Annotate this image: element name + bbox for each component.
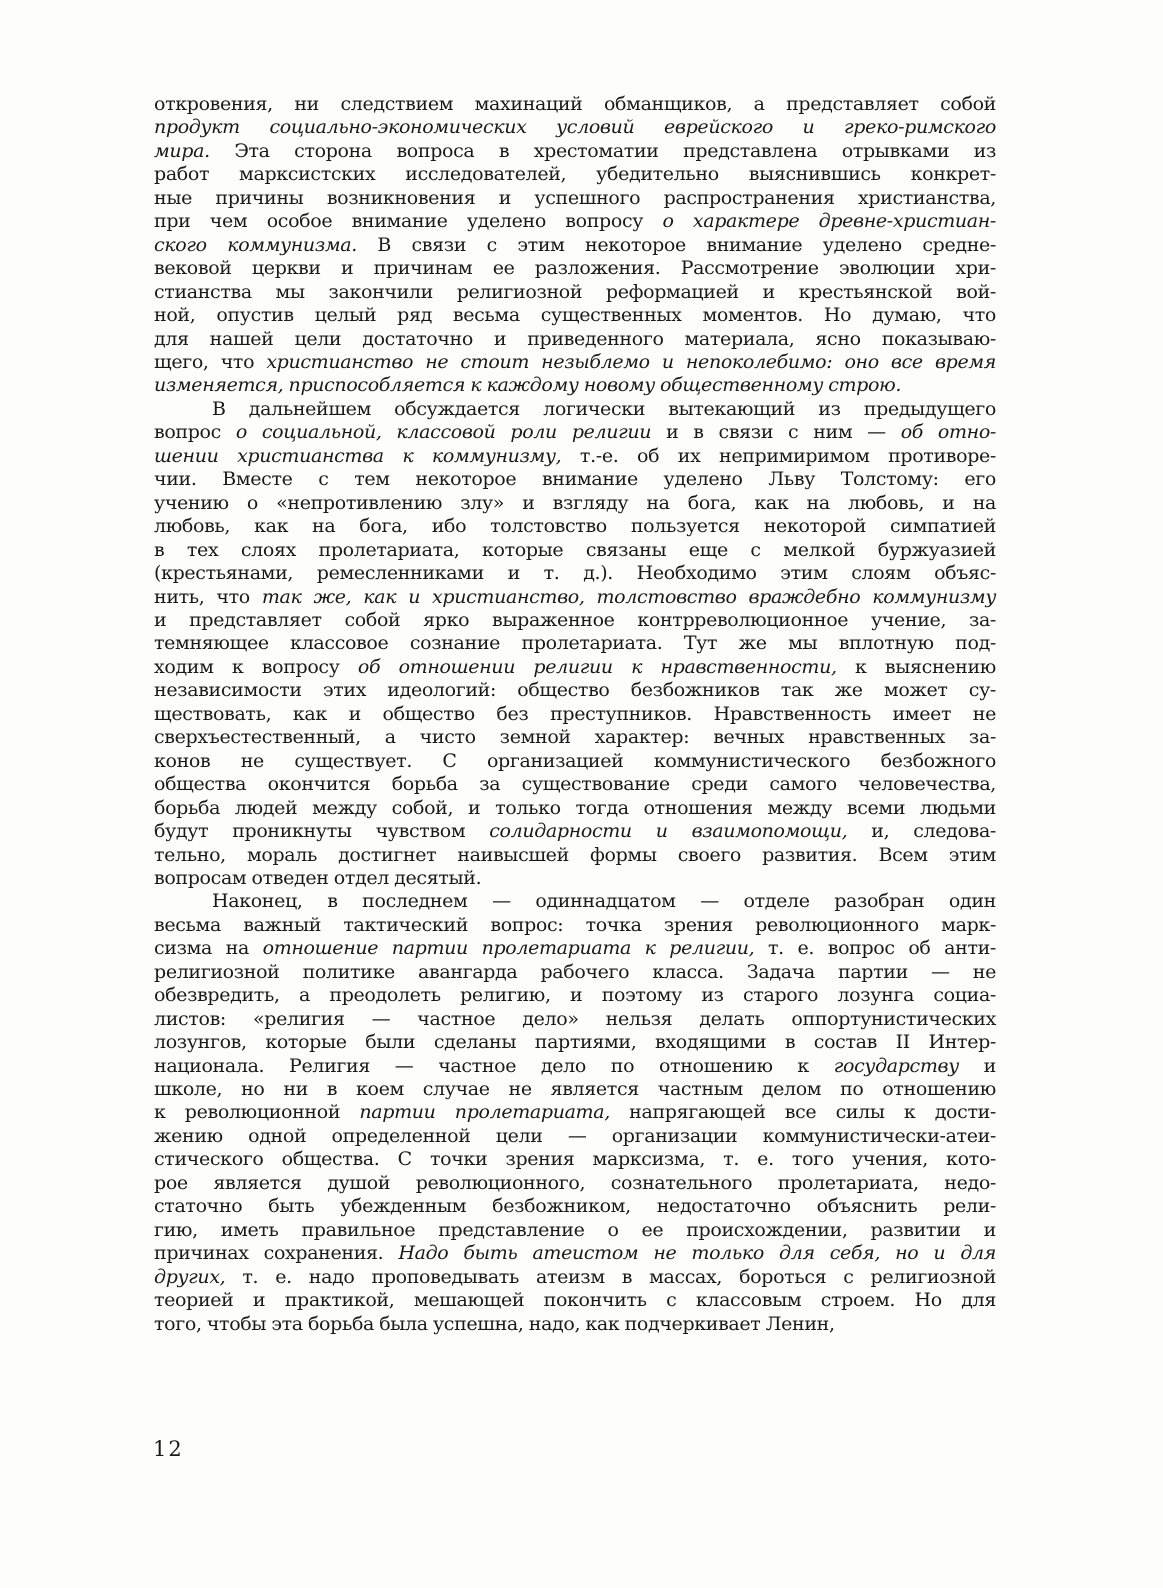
- emphasis-text: изменяется, приспособляется к каждому новому общественному строю.: [154, 374, 902, 397]
- text-run: стианства мы закончили религиозной реформацией и крестьянской вой-: [154, 280, 996, 303]
- text-run: религиозной политике авангарда рабочего класса. Задача партии — не: [154, 960, 996, 983]
- text-line: [154, 1313, 996, 1336]
- body-text: [154, 93, 996, 1336]
- emphasis-text: партии пролетариата,: [359, 1101, 610, 1124]
- text-line: [154, 1125, 996, 1148]
- text-run: сизма на: [154, 937, 263, 960]
- text-line: [154, 1055, 996, 1078]
- text-line: [154, 163, 996, 186]
- text-run: и в связи с ним —: [651, 421, 901, 444]
- emphasis-text: продукт социально-экономических условий еврейского и греко-римского: [154, 116, 996, 139]
- text-line: [154, 1031, 996, 1054]
- text-line: [154, 984, 996, 1007]
- text-line: [154, 515, 996, 538]
- text-line: [154, 656, 996, 679]
- text-line: [154, 1219, 996, 1242]
- text-line: [154, 421, 996, 444]
- text-line: [154, 351, 996, 374]
- text-line: [154, 703, 996, 726]
- text-line: [154, 797, 996, 820]
- emphasis-text: ского коммунизма.: [154, 233, 357, 256]
- text-run: сверхъестественный, а чисто земной характер: вечных нравственных за-: [154, 726, 996, 749]
- text-line: [154, 679, 996, 702]
- text-line: [154, 539, 996, 562]
- text-run: весьма важный тактический вопрос: точка зрения революционного марк-: [154, 913, 996, 936]
- text-run: к выяснению: [836, 655, 996, 678]
- text-run: будут проникнуты чувством: [154, 820, 490, 843]
- text-run: нить, что: [154, 585, 262, 608]
- text-run: Наконец, в последнем — одиннадцатом — отделе разобран один: [212, 890, 996, 913]
- text-line: [154, 890, 996, 913]
- text-run: обезвредить, а преодолеть религию, и поэтому из старого лозунга социа-: [154, 984, 996, 1007]
- emphasis-text: о социальной, классовой роли религии: [235, 421, 652, 444]
- text-line: [154, 445, 996, 468]
- text-run: т. е. вопрос об анти-: [754, 937, 996, 960]
- text-line: [154, 844, 996, 867]
- text-run: ществовать, как и общество без преступников. Нравственность имеет не: [154, 702, 996, 725]
- text-line: [154, 609, 996, 632]
- emphasis-text: солидарности и взаимопомощи,: [489, 820, 848, 843]
- text-run: рое является душой революционного, сознательного пролетариата, недо-: [154, 1171, 996, 1194]
- text-run: стического общества. С точки зрения марксизма, т. е. того учения, кото-: [154, 1148, 996, 1171]
- text-line: [154, 1242, 996, 1265]
- text-line: [154, 398, 996, 421]
- text-run: и: [958, 1054, 996, 1077]
- text-line: [154, 726, 996, 749]
- text-run: т.-е. об их непримиримом противоре-: [561, 444, 996, 467]
- text-line: [154, 257, 996, 280]
- text-run: к революционной: [154, 1101, 360, 1124]
- text-run: вопросам отведен отдел десятый.: [154, 866, 482, 889]
- text-line: [154, 750, 996, 773]
- text-line: [154, 820, 996, 843]
- text-line: [154, 1289, 996, 1312]
- text-line: [154, 140, 996, 163]
- text-run: и представляет собой ярко выраженное контрреволюционное учение, за-: [154, 608, 996, 631]
- text-run: т. е. надо проповедывать атеизм в массах, бороться с религиозной: [225, 1265, 996, 1288]
- text-run: темняющее классовое сознание пролетариата. Тут же мы вплотную под-: [154, 632, 996, 655]
- text-run: откровения, ни следствием махинаций обманщиков, а представляет собой: [154, 93, 996, 115]
- text-run: и, следова-: [847, 820, 996, 843]
- text-run: чии. Вместе с тем некоторое внимание уделено Льву Толстому: его: [154, 468, 996, 491]
- paragraph: [154, 890, 996, 1336]
- emphasis-text: шении христианства к коммунизму,: [154, 444, 562, 467]
- text-run: теорией и практикой, мешающей покончить с классовым строем. Но для: [154, 1289, 996, 1312]
- text-line: [154, 773, 996, 796]
- text-run: любовь, как на бога, ибо толстовство пользуется некоторой симпатией: [154, 515, 996, 538]
- text-line: [154, 187, 996, 210]
- text-line: [154, 328, 996, 351]
- text-line: [154, 281, 996, 304]
- emphasis-text: отношение партии пролетариата к религии,: [262, 937, 755, 960]
- text-run: жению одной определенной цели — организации коммунистически-атеи-: [154, 1124, 996, 1147]
- emphasis-text: христианство не стоит незыблемо и непоколебимо: оно все время: [266, 350, 996, 373]
- emphasis-text: других,: [154, 1265, 226, 1288]
- text-line: [154, 1101, 996, 1124]
- text-line: [154, 116, 996, 139]
- text-run: Эта сторона вопроса в хрестоматии представлена отрывками из: [209, 139, 996, 162]
- text-run: тельно, мораль достигнет наивысшей формы своего развития. Всем этим: [154, 843, 996, 866]
- emphasis-text: мира.: [154, 139, 210, 162]
- text-run: учению о «непротивлению злу» и взгляду на бога, как на любовь, и на: [154, 491, 996, 514]
- emphasis-text: о характере древне-христиан-: [662, 210, 996, 233]
- text-run: ходим к вопросу: [154, 655, 358, 678]
- text-line: [154, 1266, 996, 1289]
- text-line: [154, 374, 996, 397]
- text-line: [154, 1078, 996, 1101]
- text-run: вопрос: [154, 421, 236, 444]
- text-run: вековой церкви и причинам ее разложения. Рассмотрение эволюции хри-: [154, 257, 996, 280]
- paragraph: [154, 398, 996, 891]
- text-line: [154, 632, 996, 655]
- text-run: общества окончится борьба за существование среди самого человечества,: [154, 773, 996, 796]
- text-line: [154, 914, 996, 937]
- text-line: [154, 562, 996, 585]
- text-line: [154, 1172, 996, 1195]
- text-run: лозунгов, которые были сделаны партиями, входящими в состав II Интер-: [154, 1031, 996, 1054]
- text-line: [154, 1008, 996, 1031]
- text-run: (крестьянами, ремесленниками и т. д.). Необходимо этим слоям объяс-: [154, 562, 996, 585]
- text-run: борьба людей между собой, и только тогда отношения между всеми людьми: [154, 796, 996, 819]
- text-run: для нашей цели достаточно и приведенного материала, ясно показываю-: [154, 327, 996, 350]
- text-line: [154, 961, 996, 984]
- text-run: напрягающей все силы к дости-: [609, 1101, 996, 1124]
- text-line: [154, 867, 996, 890]
- text-run: листов: «религия — частное дело» нельзя делать оппортунистических: [154, 1007, 996, 1030]
- text-run: щего, что: [154, 350, 267, 373]
- text-run: в тех слоях пролетариата, которые связаны еще с мелкой буржуазией: [154, 538, 996, 561]
- text-run: работ марксистских исследователей, убедительно выяснившись конкрет-: [154, 163, 996, 186]
- text-run: В связи с этим некоторое внимание уделено средне-: [356, 233, 996, 256]
- text-run: школе, но ни в коем случае не является частным делом по отношению: [154, 1078, 996, 1101]
- text-line: [154, 1148, 996, 1171]
- emphasis-text: об отно-: [900, 421, 996, 444]
- text-run: ные причины возникновения и успешного распространения христианства,: [154, 186, 996, 209]
- text-line: [154, 304, 996, 327]
- emphasis-text: государству: [833, 1054, 959, 1077]
- text-line: [154, 234, 996, 257]
- paragraph: [154, 93, 996, 398]
- text-line: [154, 492, 996, 515]
- text-run: при чем особое внимание уделено вопросу: [154, 210, 663, 233]
- text-run: конов не существует. С организацией коммунистического безбожного: [154, 749, 996, 772]
- text-line: [154, 1195, 996, 1218]
- text-run: статочно быть убежденным безбожником, недостаточно объяснить рели-: [154, 1195, 996, 1218]
- text-run: независимости этих идеологий: общество безбожников так же может су-: [154, 679, 996, 702]
- emphasis-text: Надо быть атеистом не только для себя, но и для: [398, 1242, 996, 1265]
- emphasis-text: так же, как и христианство, толстовство враждебно коммунизму: [261, 585, 996, 608]
- text-run: гию, иметь правильное представление о ее происхождении, развитии и: [154, 1218, 996, 1241]
- emphasis-text: об отношении религии к нравственности,: [357, 655, 837, 678]
- text-line: [154, 93, 996, 116]
- text-line: [154, 210, 996, 233]
- text-line: [154, 937, 996, 960]
- text-run: того, чтобы эта борьба была успешна, надо, как подчеркивает Ленин,: [154, 1312, 835, 1335]
- text-line: [154, 586, 996, 609]
- text-run: причинах сохранения.: [154, 1242, 399, 1265]
- text-run: В дальнейшем обсуждается логически вытекающий из предыдущего: [212, 397, 996, 420]
- text-run: ной, опустив целый ряд весьма существенных моментов. Но думаю, что: [154, 304, 996, 327]
- text-line: [154, 468, 996, 491]
- text-run: национала. Религия — частное дело по отношению к: [154, 1054, 834, 1077]
- page-number: 12: [153, 1437, 184, 1461]
